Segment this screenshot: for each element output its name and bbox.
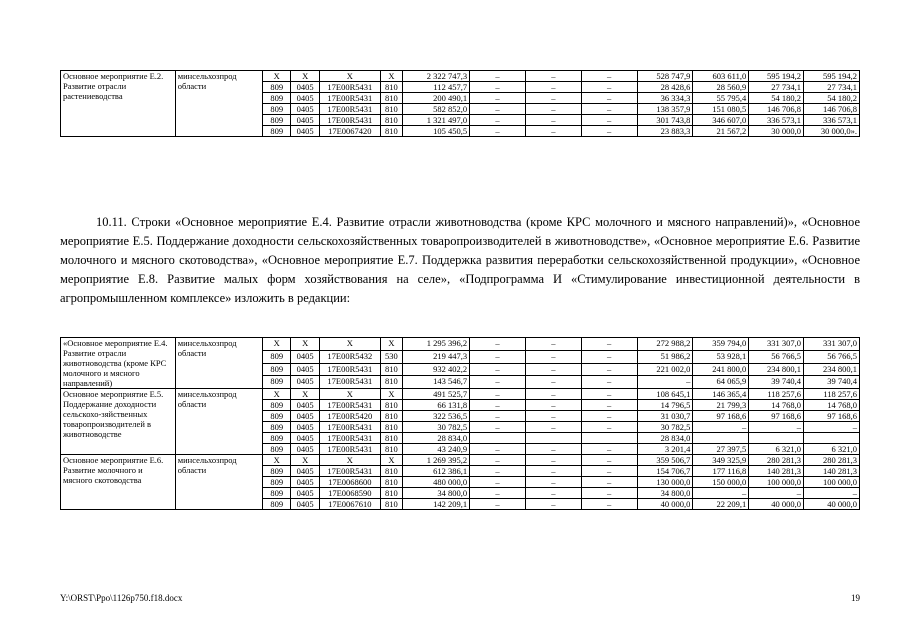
table-cell: 108 645,1 <box>637 389 693 400</box>
table-cell: – <box>525 422 581 433</box>
table-cell: 53 928,1 <box>693 350 749 363</box>
table-cell: 27 734,1 <box>749 82 804 93</box>
table-cell: 0405 <box>291 400 319 411</box>
table-cell: 40 000,0 <box>749 499 804 510</box>
table-cell: – <box>693 422 749 433</box>
table-cell: 14 768,0 <box>749 400 804 411</box>
table-cell: 810 <box>380 488 402 499</box>
table-cell: – <box>470 71 526 82</box>
table-cell: – <box>581 389 637 400</box>
table-cell: 55 795,4 <box>693 93 749 104</box>
table-cell: 810 <box>380 466 402 477</box>
table-cell: 234 800,1 <box>749 363 804 376</box>
table-cell: – <box>525 411 581 422</box>
table-cell: 140 281,3 <box>749 466 804 477</box>
table-cell: 56 766,5 <box>804 350 860 363</box>
table-cell: 56 766,5 <box>749 350 804 363</box>
table-cell: – <box>581 338 637 351</box>
table-cell: 0405 <box>291 466 319 477</box>
table-cell: 810 <box>380 104 402 115</box>
table-cell: 0405 <box>291 488 319 499</box>
table-cell: – <box>581 350 637 363</box>
table-cell: 146 706,8 <box>749 104 804 115</box>
table-cell: – <box>693 488 749 499</box>
table-cell: – <box>470 93 526 104</box>
table-cell: 17Е00R5432 <box>319 350 380 363</box>
table-cell: 331 307,0 <box>804 338 860 351</box>
table-cell: 30 000,0». <box>804 126 860 137</box>
table-cell: 17Е00R5431 <box>319 115 380 126</box>
table-cell: – <box>525 363 581 376</box>
table-cell: – <box>749 422 804 433</box>
table-cell: 112 457,7 <box>403 82 470 93</box>
table-cell: 30 782,5 <box>637 422 693 433</box>
table-cell: 1 321 497,0 <box>403 115 470 126</box>
table-cell: 0405 <box>291 104 319 115</box>
table-cell: 241 800,0 <box>693 363 749 376</box>
table-cell: – <box>749 488 804 499</box>
table-cell: X <box>291 389 319 400</box>
table-cell: – <box>525 71 581 82</box>
table-cell: 0405 <box>291 433 319 444</box>
table-cell: 346 607,0 <box>693 115 749 126</box>
table-cell: – <box>804 488 860 499</box>
table-cell: 100 000,0 <box>749 477 804 488</box>
table-cell: 21 567,2 <box>693 126 749 137</box>
table-cell: – <box>470 411 526 422</box>
table-cell: 17Е00R5431 <box>319 422 380 433</box>
measure-description: Основное мероприятие Е.2. Развитие отрасли растениеводства <box>61 71 176 137</box>
table-cell: – <box>525 338 581 351</box>
table-cell: – <box>470 115 526 126</box>
table-cell: 17Е00R5431 <box>319 376 380 389</box>
table-cell: 17Е00R5431 <box>319 104 380 115</box>
table-cell: 51 986,2 <box>637 350 693 363</box>
table-cell: 105 450,5 <box>403 126 470 137</box>
table-cell: 810 <box>380 499 402 510</box>
table-cell: 0405 <box>291 376 319 389</box>
table-cell: 97 168,6 <box>804 411 860 422</box>
table-cell: 810 <box>380 376 402 389</box>
table-cell: 17Е00R5431 <box>319 444 380 455</box>
table-cell: 146 365,4 <box>693 389 749 400</box>
table-cell: 809 <box>263 82 291 93</box>
table-cell: 582 852,0 <box>403 104 470 115</box>
responsible-ministry: минсельхозпрод области <box>175 71 262 137</box>
table-cell: 491 525,7 <box>403 389 470 400</box>
table-cell: 0405 <box>291 126 319 137</box>
table-cell: 809 <box>263 376 291 389</box>
table-cell: 151 080,5 <box>693 104 749 115</box>
table-cell: X <box>319 71 380 82</box>
table-cell: 809 <box>263 477 291 488</box>
table-cell: 810 <box>380 444 402 455</box>
table-cell: 810 <box>380 411 402 422</box>
table-cell: 0405 <box>291 411 319 422</box>
table-cell: – <box>581 126 637 137</box>
table-cell <box>525 433 581 444</box>
measure-description: Основное мероприятие Е.6. Развитие молочного и мясного скотоводства <box>61 455 176 510</box>
table-cell: 17Е00R5431 <box>319 466 380 477</box>
table-cell: 0405 <box>291 350 319 363</box>
table-cell: 331 307,0 <box>749 338 804 351</box>
budget-table-top <box>60 70 860 137</box>
table-cell: 138 357,9 <box>637 104 693 115</box>
table-cell: 28 428,6 <box>637 82 693 93</box>
table-cell: 0405 <box>291 477 319 488</box>
table-cell: 66 131,8 <box>403 400 470 411</box>
table-cell: 272 988,2 <box>637 338 693 351</box>
table-cell: 17Е00R5431 <box>319 433 380 444</box>
table-cell: – <box>470 499 526 510</box>
table-cell: X <box>263 389 291 400</box>
table-cell: 1 295 396,2 <box>403 338 470 351</box>
table-cell: 6 321,0 <box>804 444 860 455</box>
responsible-ministry: минсельхозпрод области <box>175 389 262 455</box>
table-cell: 0405 <box>291 363 319 376</box>
table-cell: 14 768,0 <box>804 400 860 411</box>
table-cell: 140 281,3 <box>804 466 860 477</box>
table-cell: X <box>263 338 291 351</box>
table-cell: 280 281,3 <box>804 455 860 466</box>
table-cell: X <box>291 455 319 466</box>
table-cell: 0405 <box>291 422 319 433</box>
table-cell: – <box>581 82 637 93</box>
table-cell: 221 002,0 <box>637 363 693 376</box>
table-cell: 809 <box>263 400 291 411</box>
table-cell: 6 321,0 <box>749 444 804 455</box>
table-cell: – <box>581 411 637 422</box>
table-cell: 809 <box>263 126 291 137</box>
table-cell: 17Е00R5431 <box>319 82 380 93</box>
table-cell: 30 000,0 <box>749 126 804 137</box>
table-cell: – <box>470 363 526 376</box>
table-cell: 28 560,9 <box>693 82 749 93</box>
table-cell: – <box>525 477 581 488</box>
table-cell: – <box>525 400 581 411</box>
table-cell: 809 <box>263 104 291 115</box>
table-row <box>61 389 860 400</box>
table-cell <box>693 433 749 444</box>
table-cell: – <box>637 376 693 389</box>
table-cell: 528 747,9 <box>637 71 693 82</box>
table-cell: 27 734,1 <box>804 82 860 93</box>
table-cell: 809 <box>263 433 291 444</box>
table-cell: 336 573,1 <box>804 115 860 126</box>
table-cell: X <box>380 338 402 351</box>
table-cell: 595 194,2 <box>749 71 804 82</box>
table-cell: – <box>581 115 637 126</box>
table-cell: 0405 <box>291 115 319 126</box>
table-cell: 146 706,8 <box>804 104 860 115</box>
table-cell: – <box>581 444 637 455</box>
table-cell: – <box>525 389 581 400</box>
table-cell: 34 800,0 <box>403 488 470 499</box>
table-cell: 359 794,0 <box>693 338 749 351</box>
table-cell: – <box>525 376 581 389</box>
table-cell: 219 447,3 <box>403 350 470 363</box>
table-cell: 97 168,6 <box>749 411 804 422</box>
table-cell: X <box>319 455 380 466</box>
measure-description: Основное мероприятие Е.5. Поддержание доходности сельскохо-зяйственных товаропроизводителей в животноводстве <box>61 389 176 455</box>
table-cell: X <box>380 389 402 400</box>
table-cell: – <box>470 488 526 499</box>
table-cell: 118 257,6 <box>749 389 804 400</box>
table-cell: 810 <box>380 422 402 433</box>
table-cell: 34 800,0 <box>637 488 693 499</box>
table-cell: 322 536,5 <box>403 411 470 422</box>
table-cell: 14 796,5 <box>637 400 693 411</box>
table-cell: 40 000,0 <box>637 499 693 510</box>
table-cell: – <box>470 400 526 411</box>
table-cell: 150 000,0 <box>693 477 749 488</box>
table-cell: X <box>380 71 402 82</box>
table-cell: – <box>470 455 526 466</box>
table-row <box>61 338 860 351</box>
responsible-ministry: минсельхозпрод области <box>175 455 262 510</box>
table-cell: 154 706,7 <box>637 466 693 477</box>
table-cell: X <box>380 455 402 466</box>
table-cell: 809 <box>263 93 291 104</box>
table-cell: 31 030,7 <box>637 411 693 422</box>
table-row <box>61 455 860 466</box>
table-cell: 809 <box>263 422 291 433</box>
table-cell: 0405 <box>291 82 319 93</box>
table-cell: – <box>525 350 581 363</box>
table-cell: 612 386,1 <box>403 466 470 477</box>
table-cell: – <box>525 466 581 477</box>
table-cell: – <box>581 376 637 389</box>
table-cell: 177 116,8 <box>693 466 749 477</box>
table-cell: 480 000,0 <box>403 477 470 488</box>
table-cell: 23 883,3 <box>637 126 693 137</box>
table-cell: – <box>581 104 637 115</box>
table-cell: 809 <box>263 115 291 126</box>
table-cell: X <box>291 71 319 82</box>
table-cell: 200 490,1 <box>403 93 470 104</box>
table-cell: 301 743,8 <box>637 115 693 126</box>
table-cell: 809 <box>263 499 291 510</box>
table-cell: 64 065,9 <box>693 376 749 389</box>
table-cell: 27 397,5 <box>693 444 749 455</box>
table-cell: 336 573,1 <box>749 115 804 126</box>
table-cell: 932 402,2 <box>403 363 470 376</box>
table-cell: 810 <box>380 93 402 104</box>
table-cell: 22 209,1 <box>693 499 749 510</box>
table-cell: 0405 <box>291 93 319 104</box>
table-cell: – <box>525 455 581 466</box>
table-cell: 17Е00R5431 <box>319 93 380 104</box>
table-cell: 810 <box>380 115 402 126</box>
table-cell: – <box>525 82 581 93</box>
table-cell: 810 <box>380 400 402 411</box>
table-cell: – <box>581 488 637 499</box>
table-cell: X <box>319 338 380 351</box>
table-cell: 97 168,6 <box>693 411 749 422</box>
budget-table-bottom <box>60 337 860 510</box>
measure-description: «Основное мероприятие Е.4. Развитие отрасли животноводства (кроме КРС молочного и мясного направлений) <box>61 338 176 389</box>
table-cell: 359 506,7 <box>637 455 693 466</box>
table-cell: – <box>525 93 581 104</box>
table-cell: 17Е0068600 <box>319 477 380 488</box>
table-cell: – <box>581 71 637 82</box>
table-cell: – <box>525 126 581 137</box>
table-cell: – <box>581 400 637 411</box>
table-cell: 595 194,2 <box>804 71 860 82</box>
table-cell: 17Е0067420 <box>319 126 380 137</box>
table-cell: 810 <box>380 433 402 444</box>
table-cell: – <box>470 82 526 93</box>
table-cell: – <box>470 338 526 351</box>
table-cell: X <box>291 338 319 351</box>
table-cell: – <box>470 444 526 455</box>
table-cell: 2 322 747,3 <box>403 71 470 82</box>
table-cell: – <box>470 389 526 400</box>
table-cell: 142 209,1 <box>403 499 470 510</box>
table-cell: 810 <box>380 82 402 93</box>
table-row <box>61 71 860 82</box>
table-cell: – <box>581 466 637 477</box>
table-cell: – <box>525 488 581 499</box>
table-cell: 143 546,7 <box>403 376 470 389</box>
table-cell <box>470 433 526 444</box>
table-cell: – <box>581 422 637 433</box>
table-cell: – <box>581 455 637 466</box>
table-cell: 0405 <box>291 499 319 510</box>
table-cell: 17Е0068590 <box>319 488 380 499</box>
table-cell: 130 000,0 <box>637 477 693 488</box>
footer-file-path: Y:\ORST\Ppo\1126p750.f18.docx <box>60 593 183 603</box>
table-cell: 17Е0067610 <box>319 499 380 510</box>
table-cell <box>581 433 637 444</box>
table-cell: 0405 <box>291 444 319 455</box>
table-cell: – <box>470 477 526 488</box>
table-cell: – <box>470 376 526 389</box>
table-cell: 21 799,3 <box>693 400 749 411</box>
table-cell: 530 <box>380 350 402 363</box>
table-cell: – <box>470 104 526 115</box>
table-cell: 43 240,9 <box>403 444 470 455</box>
table-cell: 809 <box>263 466 291 477</box>
table-cell: X <box>263 455 291 466</box>
table-cell: – <box>470 466 526 477</box>
table-cell <box>804 433 860 444</box>
table-cell: – <box>804 422 860 433</box>
table-cell: – <box>581 499 637 510</box>
page-number: 19 <box>851 593 860 603</box>
table-cell: 3 201,4 <box>637 444 693 455</box>
table-cell: – <box>581 93 637 104</box>
table-cell: 603 611,0 <box>693 71 749 82</box>
table-cell: – <box>470 422 526 433</box>
table-cell: 100 000,0 <box>804 477 860 488</box>
amendment-paragraph: 10.11. Строки «Основное мероприятие Е.4. Развитие отрасли животноводства (кроме КРС молочного и мясного направлений)», «Основное мероприятие Е.5. Поддержание доходности сельскохозяйственных товаропроизводителей в животноводстве», «Основное мероприятие Е.6. Развитие молочного и мясного скотоводства», «Основное мероприятие Е.7. Поддержка развития переработки сельскохозяйственной продукции», «Основное мероприятие Е.8. Развитие малых форм хозяйствования на селе», «Подпрограмма И «Стимулирование инвестиционной деятельности в агропромышленном комплексе» изложить в редакции: <box>60 215 860 305</box>
table-cell: 39 740,4 <box>804 376 860 389</box>
table-cell: 54 180,2 <box>804 93 860 104</box>
table-cell: 1 269 395,2 <box>403 455 470 466</box>
table-cell: 17Е00R5431 <box>319 363 380 376</box>
table-cell: 810 <box>380 477 402 488</box>
table-cell: 349 325,9 <box>693 455 749 466</box>
table-cell <box>749 433 804 444</box>
table-cell: 810 <box>380 126 402 137</box>
table-cell: 40 000,0 <box>804 499 860 510</box>
table-cell: 809 <box>263 363 291 376</box>
table-cell: – <box>525 444 581 455</box>
table-cell: 809 <box>263 488 291 499</box>
table-cell: 810 <box>380 363 402 376</box>
table-cell: – <box>581 477 637 488</box>
table-cell: 17Е00R5431 <box>319 400 380 411</box>
table-cell: – <box>525 499 581 510</box>
table-cell: 28 834,0 <box>403 433 470 444</box>
table-cell: 234 800,1 <box>804 363 860 376</box>
table-cell: 17Е00R5420 <box>319 411 380 422</box>
table-cell: 280 281,3 <box>749 455 804 466</box>
responsible-ministry: минсельхозпрод области <box>175 338 262 389</box>
table-cell: – <box>470 350 526 363</box>
table-cell: 30 782,5 <box>403 422 470 433</box>
table-cell: – <box>581 363 637 376</box>
table-cell: X <box>319 389 380 400</box>
table-cell: 28 834,0 <box>637 433 693 444</box>
table-cell: 809 <box>263 444 291 455</box>
table-cell: – <box>470 126 526 137</box>
table-cell: 809 <box>263 411 291 422</box>
table-cell: X <box>263 71 291 82</box>
table-cell: 36 334,3 <box>637 93 693 104</box>
table-cell: – <box>525 104 581 115</box>
table-cell: 118 257,6 <box>804 389 860 400</box>
table-cell: 809 <box>263 350 291 363</box>
table-cell: 54 180,2 <box>749 93 804 104</box>
table-cell: – <box>525 115 581 126</box>
table-cell: 39 740,4 <box>749 376 804 389</box>
